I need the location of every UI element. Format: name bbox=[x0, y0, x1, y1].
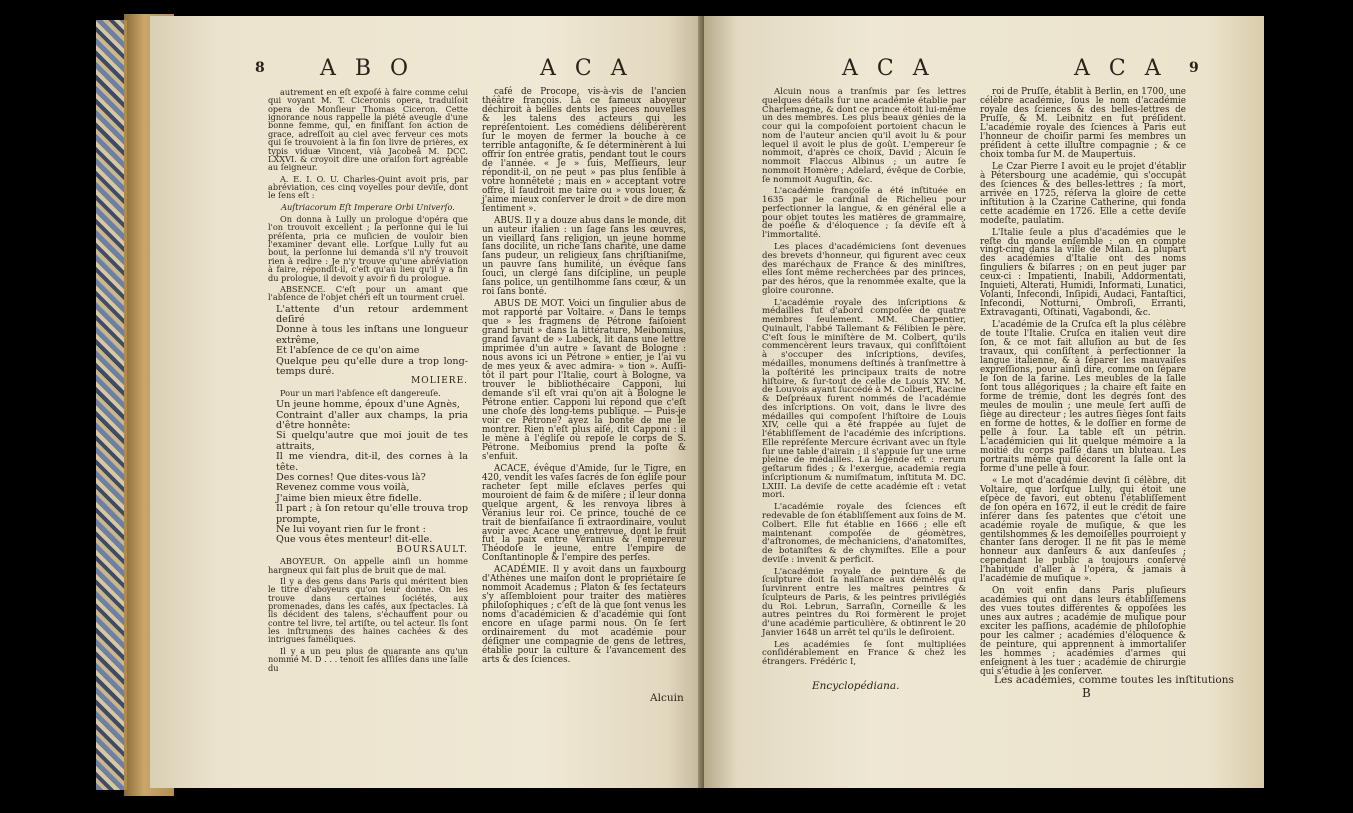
verse-line: Donne à tous les inſtans une longueur extrême, bbox=[276, 324, 468, 346]
left-page-column-1 bbox=[268, 88, 468, 675]
verse-line: Un jeune homme, époux d'une Agnès, bbox=[276, 399, 460, 411]
paragraph: ACADÉMIE. Il y avoit dans un fauxbourg d'Athènes une maiſon dont le propriétaire ſe nommoit Academus ; Platon & ſes ſectateurs s'y aſſembloient pour traiter des matières philoſophiques ; c'eſt de là que ſont venus les noms d'académicien & d'académie qui ſont encore en uſage parmi nous. On ſe ſert ordinairement du mot académie pour déſigner une compagnie de gens de lettres, établie pour la culture & l'avancement des arts & des ſciences. bbox=[482, 565, 686, 666]
bottom-note: Encyclopédiana. bbox=[812, 680, 900, 692]
paragraph: ABSENCE. C'eſt pour un amant que l'abſence de l'objet chéri eſt un tourment cruel. bbox=[268, 283, 468, 303]
paragraph: L'académie royale des inſcriptions & médailles fut d'abord compoſée de quatre membres ſeulement. MM. Charpentier, Quinault, l'abbé Tallemant & Félibien le père. C'eſt ſous le miniſtère de M. Colbert, qu'ils commencèrent leurs travaux, qui conſiſtoient à s'occuper des inſcriptions, deviſes, médailles, monumens deſtinés à tranſmettre à la poſtérité les principaux traits de notre hiſtoire, & ſur-tout de celle de Louis XIV. M. de Louvois ayant ſuccédé à M. Colbert, Racine & Deſpréaux furent nommés de l'académie des inſcriptions. On voit, dans le livre des médailles qui compoſent l'hiſtoire de Louis XIV, celle qui a été frappée au ſujet de l'établiſſement de l'académie des inſcriptions. Elle repréſente Mercure écrivant avec un ſtyle ſur une table d'airain ; il s'appuie ſur une urne pleine de médailles. La légende eſt : rerum geſtarum fides ; & l'exergue, academia regia inſcriptionum & numiſmatum, inſtituta M. DC. LXIII. La deviſe de cette académie eſt : vetat mori. bbox=[762, 297, 966, 501]
paragraph: L'académie royale des ſciences eſt redevable de ſon établiſſement aux ſoins de M. Colbert. Elle fut établie en 1666 ; elle eſt maintenant compoſée de géomètres, d'aſtronomes, de méchaniciens, d'anatomiſtes, de botaniſtes & de chymiſtes. Elle a pour deviſe : invenit & perficit. bbox=[762, 502, 966, 565]
verse-line: Des cornes! Que dites-vous là? bbox=[276, 472, 426, 484]
right-page-column-1 bbox=[762, 88, 966, 670]
verse-line: Quelque peu qu'elle dure a trop long-temps duré. bbox=[276, 355, 468, 378]
paragraph: Il y a un peu plus de quarante ans qu'un nommé M. D . . . tenoit ſes aſſiſes dans une ſalle du bbox=[268, 645, 468, 673]
left-page bbox=[150, 16, 712, 788]
paragraph: café de Procope, vis-à-vis de l'ancien théâtre françois. Là ce fameux aboyeur déchiroit à belles dents les pieces nouvelles & les talens des acteurs qui les repréſentoient. Les comédiens délibérèrent ſur le moyen de fermer la bouche à ce terrible antagoniſte, & ſe déterminèrent à lui offrir ſon entrée gratis, pendant tout le cours de l'année. « Je » ſuis, Meſſieurs, leur répondit-il, on ne peut » pas plus ſenſible à votre honnêteté ; mais en » acceptant votre offre, il faudroit me taire ou » vous louer, & j'aime mieux conſerver le droit » de dire mon ſentiment ». bbox=[482, 87, 686, 214]
paragraph: autrement en eſt expoſé à faire comme celui qui voyant M. T. Ciceronis opera, traduiſoit opera de Monſieur Thomas Ciceron. Cette ignorance nous rappelle la piété aveugle d'une bonne femme, qui, en finiſſant ſon action de grace, adreſſoit au ciel avec ferveur ces mots qui ſe trouvoient à la fin ſon livre de prières, ex typis viduæ Vincent, vià Jacobeâ M. DCC. LXXVI. & croyoit dire une oraiſon fort agréable au ſeigneur. bbox=[268, 87, 468, 173]
paragraph: Il y a des gens dans Paris qui méritent bien le titre d'aboyeurs qu'on leur donne. On les trouve dans certaines ſociétés, aux promenades, dans les cafés, aux ſpectacles. Là ils décident des talens, s'échauffent pour ou contre tel livre, tel artiſte, ou tel acteur. Ils ſont les inſtrumens des haines cachées & des intrigues faméliques. bbox=[268, 575, 468, 645]
left-page-column-2 bbox=[482, 88, 686, 668]
paragraph: L'académie royale de peinture & de ſculpture doit ſa naiſſance aux démêlés qui ſurvinrent entre les maîtres peintres & ſculpteurs de Paris, & les peintres privilégiés du Roi. Lebrun, Sarraſin, Corneille & les autres peintres du Roi formèrent le projet d'une académie particulière, & obtinrent le 20 Janvier 1648 un arrêt tel qu'ils le deſiroient. bbox=[762, 566, 966, 638]
paragraph: Les places d'académiciens ſont devenues des brevets d'honneur, qui figurent avec ceux des maréchaux de France & des miniſtres, elles ſont même recherchées par des princes, par des héros, que la renommée exalte, que la gloire couronne. bbox=[762, 242, 966, 296]
paragraph: L'Italie ſeule a plus d'académies que le reſte du monde enſemble : on en compte vingt-cinq dans la ville de Milan. La plupart des académies d'Italie ont des noms ſinguliers & biſarres ; on en peut juger par ceux-ci : Impatienti, Inabili, Addormentati, Inquieti, Alterati, Humidi, Informati, Lunatici, Volanti, Infecondi, Inſipidi, Audaci, Fantaſtici, Infecondi, Notturni, Ombroſi, Erranti, Extravaganti, Oſtinati, Vagabondi, &c. bbox=[980, 227, 1186, 319]
right-page bbox=[704, 16, 1264, 788]
verse-line: J'aime bien mieux être fidelle. bbox=[276, 492, 422, 504]
author-signature: MOLIERE. bbox=[411, 376, 468, 387]
verse-line: Contraint d'aller aux champs, la pria d'être honnête: bbox=[276, 409, 468, 431]
verse-line: Que vous êtes menteur! dit-elle. bbox=[276, 534, 433, 546]
verse-line: L'attente d'un retour ardemment deſiré bbox=[276, 303, 468, 326]
marbled-endpaper bbox=[96, 20, 127, 790]
right-catchword: Les académies, comme toutes les inſtitutions bbox=[994, 674, 1234, 686]
paragraph: Les académies ſe ſont multipliées conſidérablement en France & chez les étrangers. Frédéric I, bbox=[762, 639, 966, 668]
right-running-head-2: A C A bbox=[1074, 56, 1167, 81]
paragraph: ABOYEUR. On appelle ainſi un homme hargneux qui fait plus de bruit que de mal. bbox=[268, 556, 468, 575]
left-page-number: 8 bbox=[255, 60, 265, 76]
signature-mark: B bbox=[1082, 686, 1091, 700]
left-running-head-1: A B O bbox=[320, 56, 415, 81]
verse-line: Si quelqu'autre que moi jouit de tes attraits, bbox=[276, 430, 468, 452]
paragraph: ACACE, évêque d'Amide, ſur le Tigre, en 420, vendit les vaſes ſacrés de ſon égliſe pour racheter ſept mille eſclaves perſes qui mouroient de faim & de miſère ; il leur donna quelque argent, & les renvoya libres à Véranius leur roi. Ce prince, touché de ce trait de bienfaiſance ſi extraordinaire, voulut avoir avec Acace une entrevue, dont le fruit fut la paix entre Véranius & l'empereur Théodoſe le jeune, entre l'empire de Conſtantinople & l'empire des perſes. bbox=[482, 463, 686, 564]
verse-line: Il me viendra, dit-il, des cornes à la tête. bbox=[276, 451, 468, 473]
right-page-column-2 bbox=[980, 88, 1186, 680]
verse-line: Revenez comme vous voilà, bbox=[276, 482, 410, 494]
left-page-header bbox=[150, 54, 712, 86]
left-catchword: Alcuin bbox=[650, 692, 684, 704]
paragraph: ABUS DE MOT. Voici un ſingulier abus de mot rapporté par Voltaire. « Dans le temps que » les fragmens de Pétrone faiſoient grand bruit » dans la littérature, Meibomius, grand ſavant de » Lubeck, lit dans une lettre imprimée d'un autre » ſavant de Bologne : nous avons ici un Pétrone » entier, je l'ai vu de mes yeux & avec admira- » tion ». Auſſi-tôt il part pour l'Italie, court à Bologne, va trouver le bibliothécaire Capponi, lui demande s'il eſt vrai qu'on ait à Bologne le Pétrone entier. Capponi lui répond que c'eſt une choſe dès long-tems publique. — Puis-je voir ce Pétrone? ayez la bonté de me le montrer. Rien n'eſt plus aiſé, dit Capponi : il le mène à l'égliſe où repoſe le corps de S. Pétrone. Meibomius prend la poſte & s'enfuit. bbox=[482, 299, 686, 462]
right-page-header bbox=[704, 54, 1264, 86]
paragraph: On donna à Lully un prologue d'opéra que l'on trouvoit excellent ; la perſonne qui le lui préſenta, pria ce muſicien de vouloir bien l'examiner devant elle. Lorſque Lully fut au bout, la perſonne lui demanda s'il n'y trouvoit rien à redire : Je n'y trouve qu'une abréviation à faire, répondit-il, c'eſt qu'au lieu qu'il y a fin du prologue, il devoit y avoir fi du prologue. bbox=[268, 214, 468, 283]
paragraph: Pour un mari l'abſence eſt dangereuſe. bbox=[280, 387, 441, 398]
author-signature: BOURSAULT. bbox=[396, 544, 468, 555]
centered-motto: Auſtriacorum Eſt Imperare Orbi Univerſo. bbox=[281, 201, 455, 212]
verse-line: Et l'abſence de ce qu'on aime bbox=[276, 345, 420, 357]
left-running-head-2: A C A bbox=[540, 56, 633, 81]
paragraph: Le Czar Pierre I avoit eu le projet d'établir à Pétersbourg une académie, qui s'occupât des ſciences & des belles-lettres ; ſa mort, arrivée en 1725, réſerva la gloire de cette inſtitution à la Czarine Catherine, qui fonda cette académie en 1726. Elle a cette deviſe modeſte, paulatim. bbox=[980, 161, 1186, 226]
paragraph: ABUS. Il y a douze abus dans le monde, dit un auteur italien : un ſage ſans les œuvres, un vieillard ſans religion, un jeune homme ſans docilité, un riche ſans charité, une dame ſans pudeur, un religieux ſans chriſtianiſme, un pauvre ſans humilité, un évêque ſans ſouci, un clergé ſans diſcipline, un peuple ſans police, un gentilhomme ſans cœur, & un roi ſans bonté. bbox=[482, 215, 686, 298]
paragraph: Alcuin nous a tranſmis par ſes lettres quelques détails ſur une académie établie par Charlemagne, & dont ce prince étoit lui-même un des membres. Les plus beaux génies de la cour qui la compoſoient portoient chacun le nom de l'auteur ancien qu'il avoit lu & pour lequel il avoit le plus de goût. L'empereur ſe nommoit, d'après ce choix, David ; Alcuin ſe nommoit Flaccus Albinus ; un autre ſe nommoit Homère ; Adelard, évêque de Corbie, ſe nommoit Auguſtin, &c. bbox=[762, 87, 966, 185]
paragraph: L'académie de la Cruſca eſt la plus célèbre de toute l'Italie. Cruſca en italien veut dire ſon, & ce mot fait alluſion au but de ſes travaux, qui conſiſtent à perfectionner la langue italienne, & à ſéparer les mauvaiſes expreſſions, pour ainſi dire, comme on ſépare le ſon de la farine. Les meubles de la ſalle ſont tous allégoriques ; la chaire eſt faite en forme de trémie, dont les degrés ſont des meules de moulin ; une meule ſert auſſi de ſiège au directeur ; les autres ſièges ſont faits en forme de hottes, & le doſſier en forme de pelle à four. La table eſt un pétrin. L'académicien qui lit quelque mémoire a la moitié du corps paſſé dans un bluteau. Les portraits même qui décorent la ſalle ont la forme d'une pelle à four. bbox=[980, 320, 1186, 474]
right-running-head-1: A C A bbox=[842, 56, 935, 81]
paragraph: L'académie françoiſe a été inſtituée en 1635 par le cardinal de Richelieu pour perfectionner la langue, & en général elle a pour objet toutes les matières de grammaire, de poéſie & d'éloquence ; ſa deviſe eſt à l'immortalité. bbox=[762, 186, 966, 241]
paragraph: roi de Pruſſe, établit à Berlin, en 1700, une célèbre académie, ſous le nom d'académie royale des ſciences & des belles-lettres de Pruſſe, & M. Leibnitz en fut préſident. L'académie royale des ſciences à Paris eut l'honneur de choiſir parmi ſes membres un préſident à cette illuſtre compagnie ; & ce choix tomba ſur M. de Maupertuis. bbox=[980, 87, 1186, 160]
paragraph: A. E. I. O. U. Charles-Quint avoit pris, par abréviation, ces cinq voyelles pour deviſe, dont le ſens eſt : bbox=[268, 173, 468, 201]
paragraph: On voit enfin dans Paris pluſieurs académies qui ont dans leurs établiſſemens des vues toutes différentes & oppoſées les unes aux autres ; académie de muſique pour exciter les paſſions, académie de philoſophie pour les calmer ; académies d'éloquence & de peinture, qui apprennent à immortaliſer les hommes ; académies d'armes qui enſeignent à les tuer ; académie de chirurgie qui s'étudie à les conſerver. bbox=[980, 586, 1186, 678]
verse-line: Ne lui voyant rien ſur le front : bbox=[276, 524, 426, 536]
verse-line: Il part ; à ſon retour qu'elle trouva trop prompte, bbox=[276, 503, 468, 525]
right-page-number: 9 bbox=[1189, 60, 1199, 76]
paragraph: « Le mot d'académie devint ſi célèbre, dit Voltaire, que lorſque Lully, qui étoit une eſpèce de favori, eut obtenu l'établiſſement de ſon opéra en 1672, il eut le crédit de faire inſérer dans ſes patentes que c'étoit une académie royale de muſique, & que les gentilshommes & les demoiſelles pourroient y chanter ſans déroger. Il ne fit pas le même honneur aux danſeurs & aux danſeuſes ; cependant le public a toujours conſervé l'habitude d'aller à l'opéra, & jamais à l'académie de muſique ». bbox=[980, 475, 1186, 585]
